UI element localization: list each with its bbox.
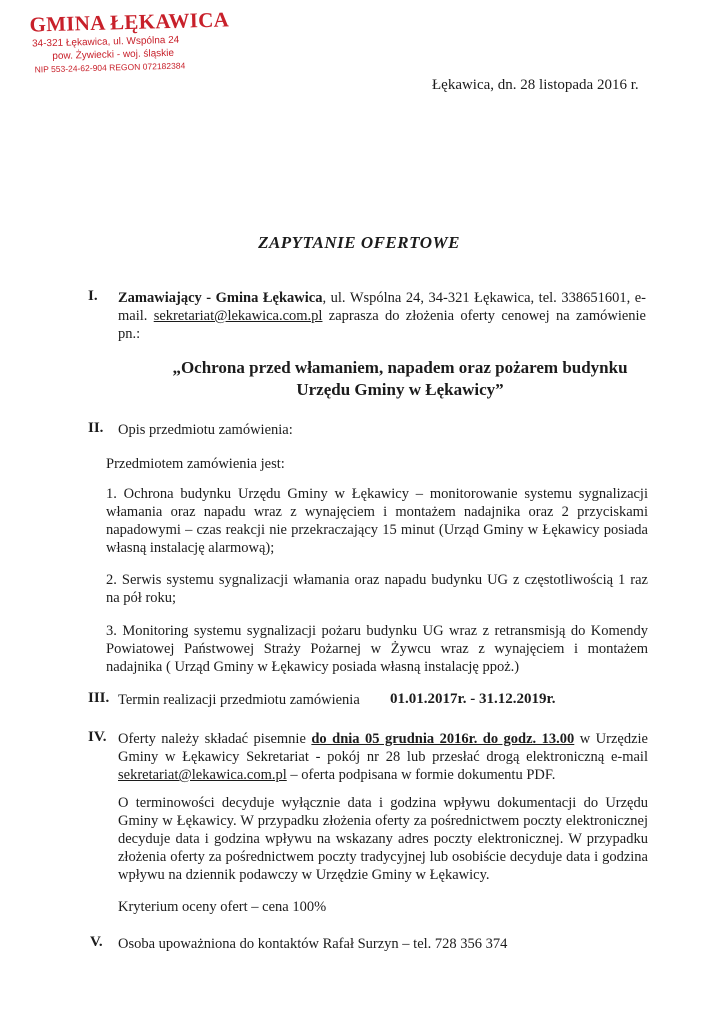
- section-2-number: II.: [88, 420, 104, 436]
- section-3-number: III.: [88, 690, 110, 706]
- stamp-county: pow. Żywiecki - woj. śląskie: [52, 47, 175, 63]
- scope-item-2: 2. Serwis systemu sygnalizacji włamania oraz napadu budynku UG z częstotliwością 1 raz na pół roku;: [106, 572, 648, 606]
- section-2-heading: Opis przedmiotu zamówienia:: [118, 422, 293, 438]
- scope-item-1: 1. Ochrona budynku Urzędu Gminy w Łękawicy – monitorowanie systemu sygnalizacji włamania oraz napadu wraz z wynajęciem i montażem nadajnika oraz 2 przyciskami napadowymi – czas reakcji nie przekraczający 15 minut (Urząd Gminy w Łękawicy posiada własną instalację alarmową);: [106, 486, 648, 556]
- section-4-number: IV.: [88, 729, 107, 745]
- scope-item-3: 3. Monitoring systemu sygnalizacji pożaru budynku UG wraz z retransmisją do Komendy Powiatowej Państwowej Straży Pożarnej w Żywcu wraz z wynajęciem i montażem nadajnika ( Urząd Gminy w Łękawicy posiada własną instalację ppoż.): [106, 623, 648, 675]
- section-2-intro: Przedmiotem zamówienia jest:: [106, 456, 285, 472]
- section-3-label: Termin realizacji przedmiotu zamówienia: [118, 692, 360, 708]
- email-link-2[interactable]: sekretariat@lekawica.com.pl: [118, 767, 287, 783]
- email-link[interactable]: sekretariat@lekawica.com.pl: [153, 308, 323, 324]
- date-line: Łękawica, dn. 28 listopada 2016 r.: [432, 77, 639, 93]
- section-4-text-a: Oferty należy składać pisemnie: [118, 731, 312, 747]
- ordering-party: Zamawiający - Gmina Łękawica: [118, 290, 323, 306]
- section-4-text-c: – oferta podpisana w formie dokumentu PDF.: [286, 767, 556, 783]
- section-4-criterion: Kryterium oceny ofert – cena 100%: [118, 899, 327, 915]
- document-title: ZAPYTANIE OFERTOWE: [258, 233, 460, 252]
- stamp-address: 34-321 Łękawica, ul. Wspólna 24: [31, 34, 180, 50]
- section-1-number: I.: [88, 288, 98, 304]
- section-1-text: [118, 289, 646, 343]
- stamp-title: GMINA ŁĘKAWICA: [29, 7, 230, 37]
- deadline: do dnia 05 grudnia 2016r. do godz. 13.00: [311, 731, 575, 747]
- section-5-contact: Osoba upoważniona do kontaktów Rafał Surzyn – tel. 728 356 374: [118, 936, 508, 952]
- section-5-number: V.: [90, 934, 103, 950]
- section-3-dates: 01.01.2017r. - 31.12.2019r.: [390, 691, 556, 707]
- section-1-text-b: zaprasza do złożenia oferty cenowej na zamówienie pn.:: [118, 308, 646, 342]
- municipality-stamp: [29, 7, 230, 76]
- stamp-tax-ids: NIP 553-24-62-904 REGON 072182384: [34, 60, 186, 75]
- section-4-text: [118, 730, 648, 784]
- section-1-text-a: , ul. Wspólna 24, 34-321 Łękawica, tel. 338651601, e-mail.: [118, 290, 646, 324]
- contract-title: [0, 357, 718, 401]
- section-4-paragraph-2: O terminowości decyduje wyłącznie data i godzina wpływu dokumentacji do Urzędu Gminy w Łękawicy. W przypadku złożenia oferty za pośrednictwem poczty elektronicznej decyduje data i godzina wpływu na wskazany adres poczty elektronicznej. W przypadku złożenia oferty za pośrednictwem poczty tradycyjnej lub osobiście decyduje data i godzina wpływu na dziennik podawczy w Urzędzie Gminy w Łękawicy.: [118, 795, 648, 883]
- contract-title-text: „Ochrona przed włamaniem, napadem oraz pożarem budynku Urzędu Gminy w Łękawicy”: [172, 358, 628, 399]
- section-4-text-b: w Urzędzie Gminy w Łękawicy Sekretariat - pokój nr 28 lub przesłać drogą elektroniczną e-mail: [118, 731, 648, 765]
